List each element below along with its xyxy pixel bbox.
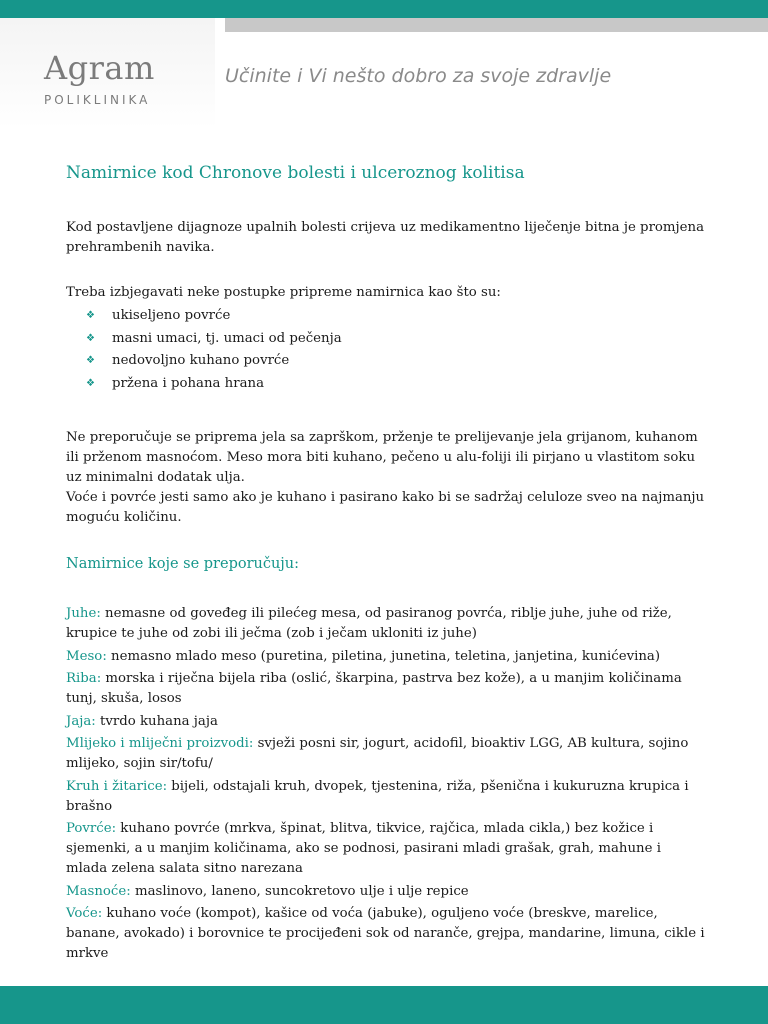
logo-name: Agram [44, 49, 155, 87]
preparation-paragraph: Ne preporučuje se priprema jela sa zaprškom, prženje te prelijevanje jela grijanom, kuhanom ili prženom masnoćom. Meso mora biti kuhano, pečeno u alu-foliji ili pirjano u vlastitom soku uz minimalni dodatak ulja. [66, 430, 698, 485]
diamond-bullet-icon: ❖ [86, 377, 95, 389]
list-item: ❖ ukiseljeno povrće [86, 305, 342, 328]
food-entry: Masnoće: maslinovo, laneno, suncokretovo ulje i ulje repice [66, 883, 469, 899]
food-entry: Voće: kuhano voće (kompot), kašice od voća (jabuke), oguljeno voće (breskve, marelice, banane, avokado) i borovnice te procijeđeni sok od naranče, grejpa, mandarine, limuna, cikle i mrkve [66, 906, 705, 961]
food-entry: Meso: nemasno mlado meso (puretina, piletina, junetina, teletina, janjetina, kunićevina) [66, 648, 661, 664]
food-entry: Kruh i žitarice: bijeli, odstajali kruh, dvopek, tjestenina, riža, pšenična i kukuruzna krupica i brašno [66, 778, 689, 814]
diamond-bullet-icon: ❖ [86, 310, 95, 321]
header-tagline: Učinite i Vi nešto dobro za svoje zdravlje [225, 65, 612, 87]
list-item: ❖ pržena i pohana hrana [86, 373, 342, 396]
food-entry: Jaja: tvrdo kuhana jaja [66, 713, 218, 729]
food-entry: Mlijeko i mliječni proizvodi: svježi posni sir, jogurt, acidofil, bioaktiv LGG, AB kultura, sojino mlijeko, sojin sir/tofu/ [66, 736, 689, 771]
recommended-foods [66, 604, 706, 967]
fruit-vegetable-paragraph: Voće i povrće jesti samo ako je kuhano i pasirano kako bi se sadržaj celuloze sveo na najmanju moguću količinu. [66, 490, 705, 525]
food-entry: Riba: morska i riječna bijela riba (oslić, škarpina, pastrva bez kože), a u manjim količinama tunj, skuša, losos [66, 671, 682, 706]
list-item: ❖ masni umaci, tj. umaci od pečenja [86, 328, 342, 351]
avoid-lead-paragraph: Treba izbjegavati neke postupke pripreme namirnica kao što su: [66, 285, 501, 300]
intro-paragraph: Kod postavljene dijagnoze upalnih bolesti crijeva uz medikamentno liječenje bitna je promjena prehrambenih navika. [66, 220, 705, 255]
header-grey-bar [225, 18, 768, 32]
page-title: Namirnice kod Chronove bolesti i ulceroznog kolitisa [66, 163, 525, 183]
section-subtitle: Namirnice koje se preporučuju: [66, 556, 300, 572]
avoid-list [86, 305, 342, 395]
list-item: ❖ nedovoljno kuhano povrće [86, 350, 342, 373]
food-entry: Juhe: nemasne od goveđeg ili pilećeg mesa, od pasiranog povrća, riblje juhe, juhe od riže, krupice te juhe od zobi ili ječma (zob i ječam ukloniti iz juhe) [66, 606, 672, 641]
diamond-bullet-icon: ❖ [86, 332, 95, 344]
food-entry: Povrće: kuhano povrće (mrkva, špinat, blitva, tikvice, rajčica, mlada cikla,) bez kožice i sjemenki, a u manjim količinama, ako se podnosi, pasirani mladi grašak, grah, mahune i mlada zelena salata sitno narezana [66, 821, 661, 876]
bottom-color-band [0, 986, 768, 1024]
top-color-band [0, 0, 768, 18]
diamond-bullet-icon: ❖ [86, 355, 95, 366]
logo-subtitle: POLIKLINIKA [44, 93, 151, 107]
